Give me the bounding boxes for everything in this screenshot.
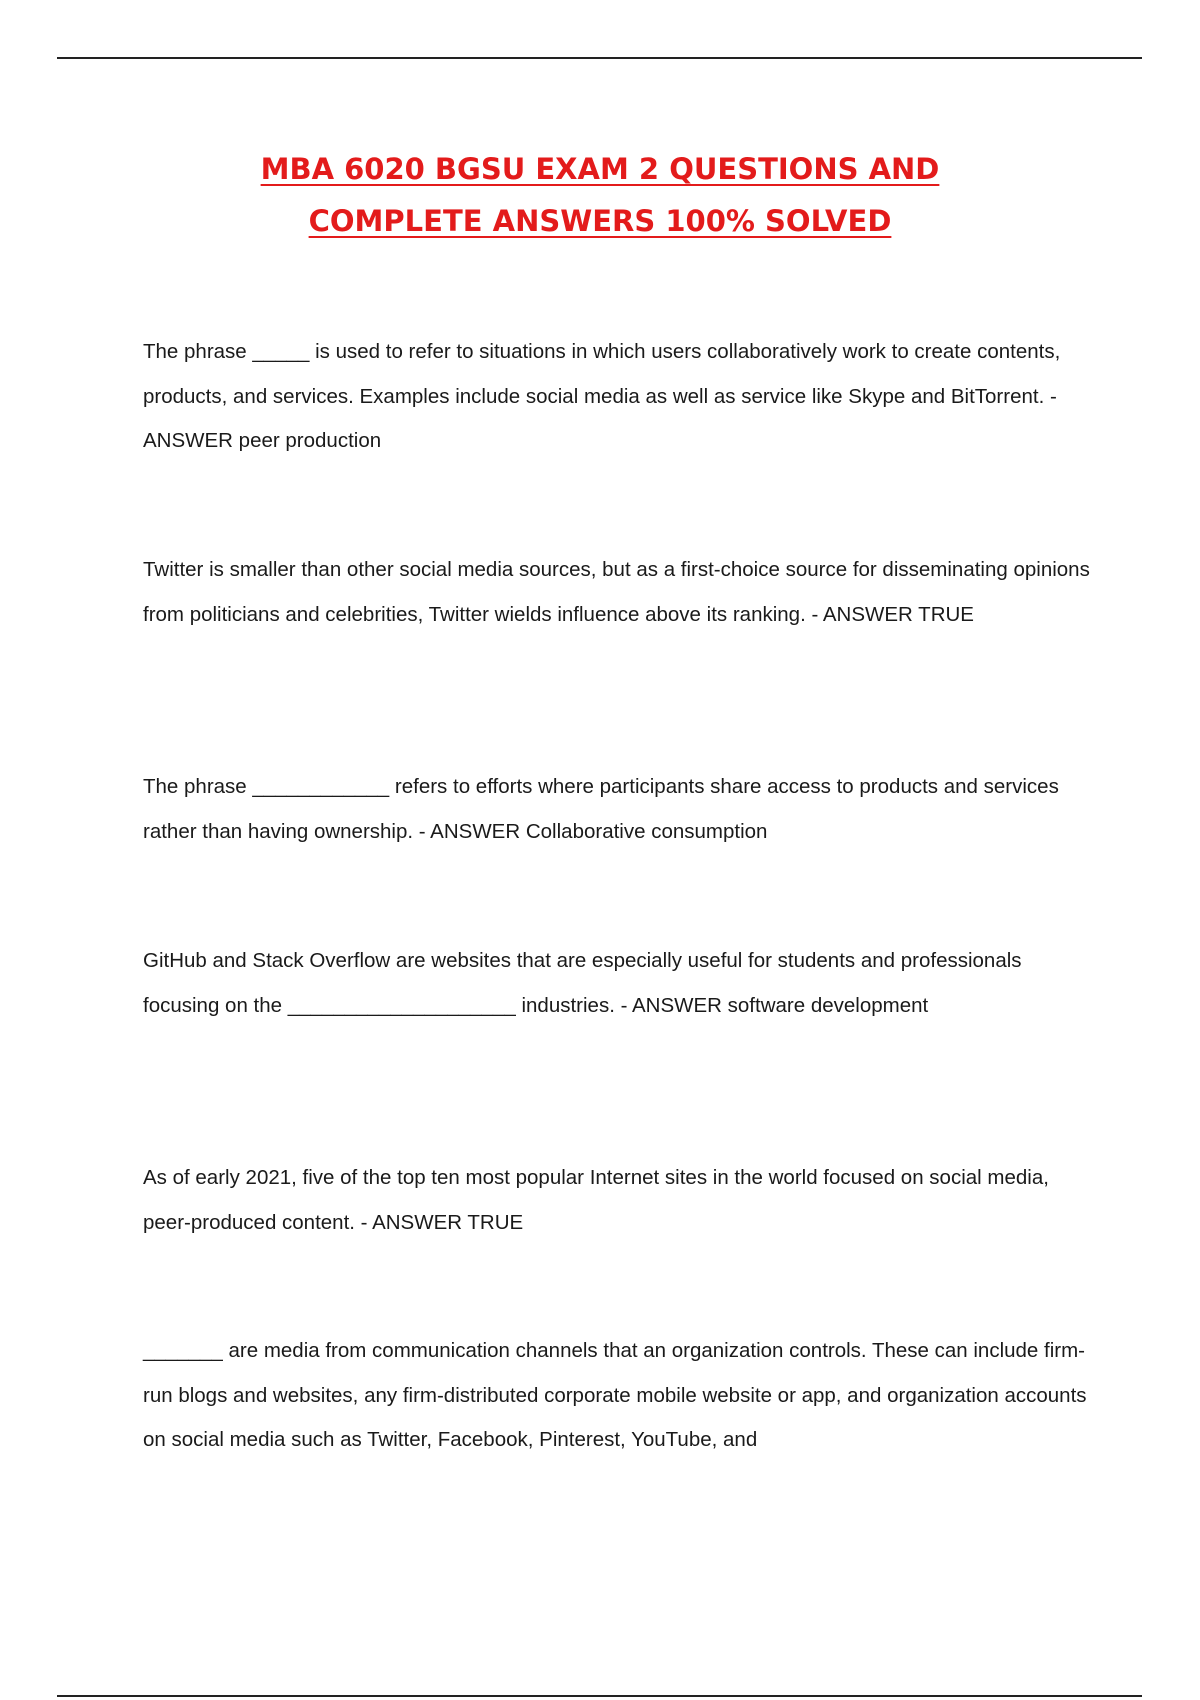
question-text: The phrase _____ is used to refer to situations in which users collaboratively work to create contents, products, and services. Examples include social media as well as service like Skype and BitTorrent. <box>143 340 1061 408</box>
bottom-rule <box>57 1695 1142 1697</box>
qa-item-5 <box>143 1156 1093 1245</box>
qa-item-1 <box>143 330 1093 464</box>
title-line-2: COMPLETE ANSWERS 100% SOLVED <box>308 204 892 238</box>
document-title <box>0 143 1200 247</box>
answer-text: - ANSWER peer production <box>143 384 1057 452</box>
question-text: _______ are media from communication channels that an organization controls. These can include firm-run blogs and websites, any firm-distributed corporate mobile website or app, and organization accounts on social media such as Twitter, Facebook, Pinterest, YouTube, and <box>143 1339 1087 1451</box>
answer-text: - ANSWER software development <box>614 993 929 1017</box>
qa-item-4 <box>143 939 1093 1028</box>
question-text: GitHub and Stack Overflow are websites that are especially useful for students and professionals focusing on the ____________________ industries. <box>143 949 1022 1017</box>
answer-text: - ANSWER TRUE <box>805 602 974 626</box>
qa-item-6 <box>143 1329 1093 1463</box>
answer-text: - ANSWER Collaborative consumption <box>413 819 768 843</box>
qa-item-3 <box>143 765 1093 854</box>
question-text: As of early 2021, five of the top ten most popular Internet sites in the world focused on social media, peer-produced content. <box>143 1166 1049 1234</box>
question-text: Twitter is smaller than other social media sources, but as a first-choice source for disseminating opinions from politicians and celebrities, Twitter wields influence above its ranking. <box>143 558 1090 626</box>
question-text: The phrase ____________ refers to efforts where participants share access to products and services rather than having ownership. <box>143 775 1059 843</box>
top-rule <box>57 57 1142 59</box>
title-line-1: MBA 6020 BGSU EXAM 2 QUESTIONS AND <box>260 152 940 186</box>
qa-item-2 <box>143 548 1093 637</box>
answer-text: - ANSWER TRUE <box>354 1210 524 1234</box>
